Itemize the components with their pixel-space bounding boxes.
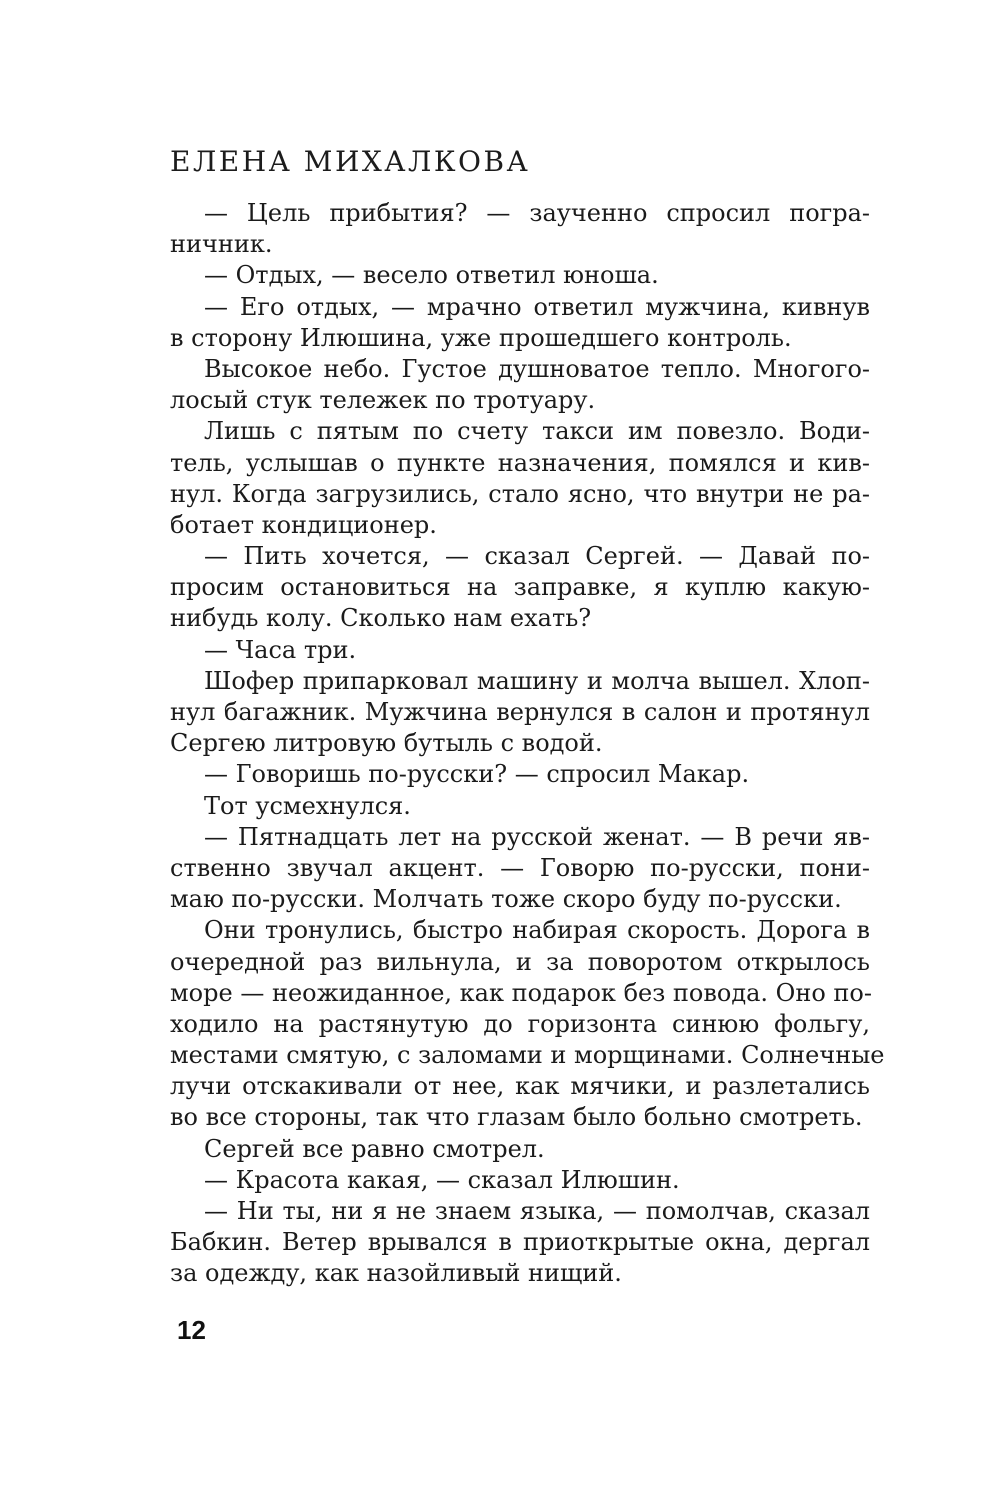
paragraph bbox=[170, 915, 885, 1133]
text-line: Бабкин. Ветер врывался в приоткрытые окна, дергал bbox=[170, 1228, 870, 1257]
text-line: — Цель прибытия? — заученно спросил погра- bbox=[204, 199, 870, 227]
paragraph bbox=[170, 1134, 870, 1165]
page-number: 12 bbox=[177, 1315, 206, 1345]
text-line: Сергей все равно смотрел. bbox=[204, 1134, 545, 1163]
text-line: ственно звучал акцент. — Говорю по-русски, пони- bbox=[170, 853, 870, 882]
paragraph bbox=[170, 666, 870, 760]
paragraph bbox=[170, 822, 870, 916]
text-line: ходило на растянутую до горизонта синюю фольгу, bbox=[170, 1009, 870, 1038]
page-text bbox=[170, 198, 885, 1290]
text-line: лосый стук тележек по тротуару. bbox=[170, 386, 596, 415]
paragraph bbox=[170, 354, 870, 416]
text-line: — Красота какая, — сказал Илюшин. bbox=[204, 1165, 680, 1194]
text-line: Сергею литровую бутыль с водой. bbox=[170, 729, 603, 758]
text-line: море — неожиданное, как подарок без повода. Оно по- bbox=[170, 978, 872, 1007]
text-line: просим остановиться на заправке, я куплю какую- bbox=[170, 573, 870, 602]
text-line: Они тронулись, быстро набирая скорость. Дорога в bbox=[204, 916, 870, 945]
paragraph bbox=[170, 1165, 870, 1196]
text-line: — Его отдых, — мрачно ответил мужчина, кивнув bbox=[204, 292, 870, 321]
paragraph bbox=[170, 1196, 870, 1290]
text-line: маю по-русски. Молчать тоже скоро буду по-русски. bbox=[170, 885, 842, 914]
text-line: — Ни ты, ни я не знаем языка, — помолчав, сказал bbox=[204, 1197, 870, 1225]
text-line: — Говоришь по-русски? — спросил Макар. bbox=[204, 760, 750, 789]
text-line: за одежду, как назойливый нищий. bbox=[170, 1259, 622, 1288]
text-line: местами смятую, с заломами и морщинами. Солнечные bbox=[170, 1041, 885, 1070]
text-line: очередной раз вильнула, и за поворотом открылось bbox=[170, 947, 870, 976]
paragraph bbox=[170, 791, 870, 822]
text-line: тель, услышав о пункте назначения, помялся и кив- bbox=[170, 448, 870, 477]
paragraph bbox=[170, 292, 870, 354]
paragraph bbox=[170, 416, 870, 541]
paragraph bbox=[170, 198, 870, 260]
text-line: в сторону Илюшина, уже прошедшего контроль. bbox=[170, 323, 792, 352]
text-line: ботает кондиционер. bbox=[170, 510, 437, 539]
text-line: во все стороны, так что глазам было больно смотреть. bbox=[170, 1103, 863, 1132]
text-line: — Часа три. bbox=[204, 635, 357, 664]
text-line: нул. Когда загрузились, стало ясно, что внутри не ра- bbox=[170, 479, 870, 508]
paragraph bbox=[170, 541, 870, 635]
paragraph bbox=[170, 635, 870, 666]
text-line: ничник. bbox=[170, 230, 273, 259]
text-line: — Пятнадцать лет на русской женат. — В речи яв- bbox=[204, 822, 870, 851]
text-line: Тот усмехнулся. bbox=[204, 791, 411, 820]
text-line: Шофер припарковал машину и молча вышел. Хлоп- bbox=[204, 666, 870, 695]
paragraph bbox=[170, 759, 870, 790]
text-line: Высокое небо. Густое душноватое тепло. Многого- bbox=[204, 354, 870, 383]
text-line: Лишь с пятым по счету такси им повезло. Води- bbox=[204, 417, 870, 446]
text-line: нул багажник. Мужчина вернулся в салон и протянул bbox=[170, 698, 870, 726]
text-line: — Пить хочется, — сказал Сергей. — Давай по- bbox=[204, 542, 870, 571]
text-line: нибудь колу. Сколько нам ехать? bbox=[170, 604, 592, 633]
text-line: лучи отскакивали от нее, как мячики, и разлетались bbox=[170, 1072, 870, 1101]
author-header: ЕЛЕНА МИХАЛКОВА bbox=[170, 145, 531, 178]
paragraph bbox=[170, 260, 870, 291]
text-line: — Отдых, — весело ответил юноша. bbox=[204, 261, 659, 290]
